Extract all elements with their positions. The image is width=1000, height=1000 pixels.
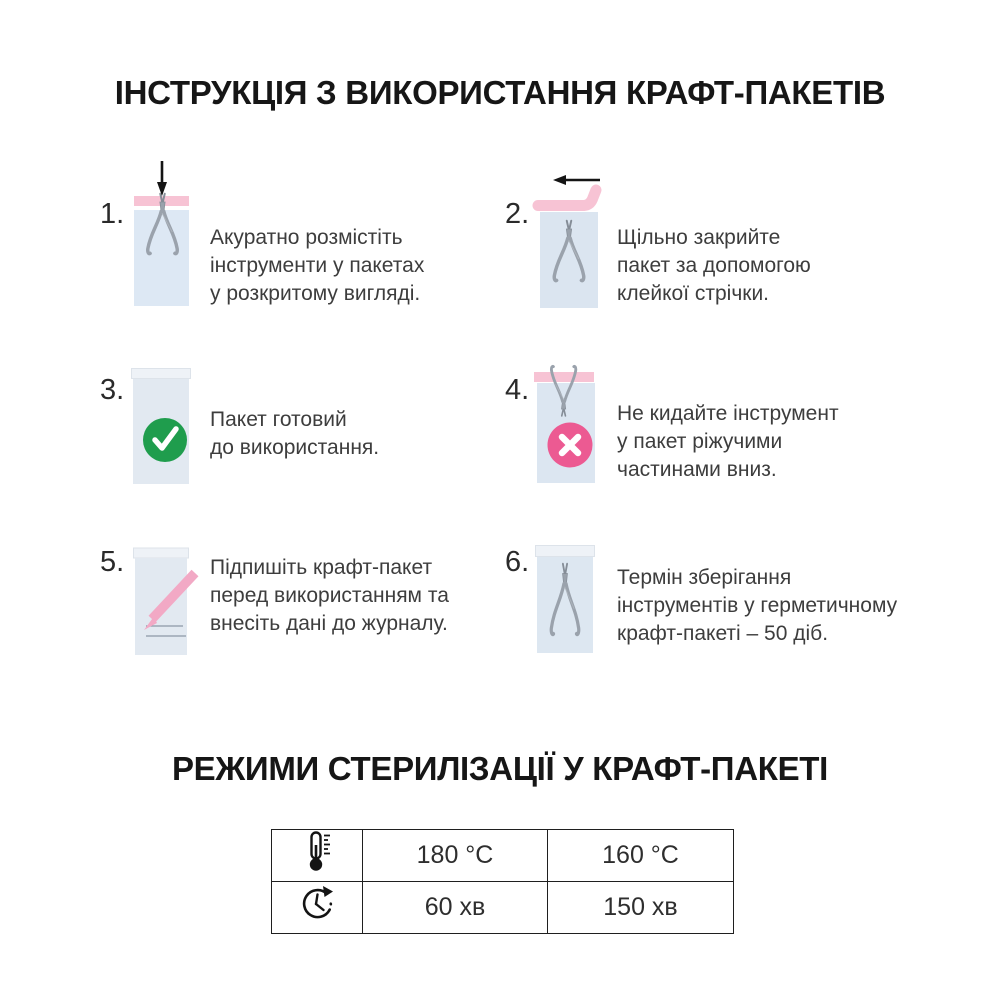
step-4-text bbox=[617, 400, 839, 484]
step-1 bbox=[98, 158, 508, 333]
step-3-number: 3. bbox=[100, 374, 125, 406]
temp-mode-2: 160 °C bbox=[548, 830, 734, 882]
step-2 bbox=[503, 158, 913, 333]
text-line: пакет за допомогою bbox=[617, 254, 811, 277]
table-row bbox=[272, 830, 734, 882]
text-line: до використання. bbox=[210, 436, 380, 459]
step-6-number: 6. bbox=[505, 546, 530, 578]
down-arrow-icon bbox=[157, 161, 167, 196]
clock-duration-icon bbox=[298, 884, 336, 924]
page-title: ІНСТРУКЦІЯ З ВИКОРИСТАННЯ КРАФТ-ПАКЕТІВ bbox=[114, 74, 886, 111]
step-5 bbox=[98, 538, 508, 713]
sterilization-modes-table bbox=[271, 829, 734, 934]
tape-flap bbox=[538, 190, 596, 206]
seal-strip bbox=[536, 546, 595, 557]
bag-insert-open-icon bbox=[133, 158, 191, 308]
text-line: у пакет ріжучими bbox=[617, 430, 783, 453]
step-2-number: 2. bbox=[505, 198, 530, 230]
step-5-number: 5. bbox=[100, 546, 125, 578]
table-row bbox=[272, 882, 734, 934]
bag-tape-seal-icon bbox=[528, 170, 604, 308]
kraft-bag-body bbox=[134, 210, 189, 306]
step-5-text bbox=[210, 554, 449, 638]
step-2-text bbox=[617, 224, 811, 308]
thermometer-icon bbox=[302, 831, 332, 873]
text-line: частинами вниз. bbox=[617, 458, 777, 481]
time-mode-1: 60 хв bbox=[363, 882, 548, 934]
step-1-number: 1. bbox=[100, 198, 125, 230]
text-line: Пакет готовий bbox=[210, 408, 347, 431]
step-1-text bbox=[210, 224, 424, 308]
text-line: крафт-пакеті – 50 діб. bbox=[617, 622, 829, 645]
text-line: інструментів у герметичному bbox=[617, 594, 898, 617]
section-title: РЕЖИМИ СТЕРИЛІЗАЦІЇ У КРАФТ-ПАКЕТІ bbox=[171, 750, 829, 787]
bag-wrong-direction-icon bbox=[531, 350, 597, 484]
step-6-text bbox=[617, 564, 897, 648]
step-4-number: 4. bbox=[505, 374, 530, 406]
time-mode-2: 150 хв bbox=[548, 882, 734, 934]
x-icon bbox=[548, 423, 593, 468]
bag-storage-icon bbox=[535, 545, 595, 655]
left-arrow-icon bbox=[553, 175, 600, 185]
seal-strip bbox=[134, 548, 189, 558]
step-3-text bbox=[210, 406, 379, 462]
text-line: у розкритому вигляді. bbox=[210, 282, 421, 305]
text-line: перед використанням та bbox=[210, 584, 449, 607]
bag-sign-pen-icon bbox=[133, 545, 203, 657]
time-cell bbox=[272, 882, 363, 934]
text-line: внесіть дані до журналу. bbox=[210, 612, 448, 635]
step-4 bbox=[503, 348, 913, 523]
step-3 bbox=[98, 360, 508, 535]
check-icon bbox=[143, 418, 187, 462]
text-line: Підпишіть крафт-пакет bbox=[210, 556, 433, 579]
bag-ready-check-icon bbox=[131, 368, 191, 486]
text-line: інструменти у пакетах bbox=[210, 254, 425, 277]
step-6 bbox=[503, 538, 913, 713]
temp-mode-1: 180 °C bbox=[363, 830, 548, 882]
temperature-cell bbox=[272, 830, 363, 882]
text-line: Щільно закрийте bbox=[617, 226, 781, 249]
seal-strip bbox=[132, 369, 191, 379]
text-line: Не кидайте інструмент bbox=[617, 402, 839, 425]
tape-strip bbox=[534, 372, 594, 382]
text-line: Акуратно розмістіть bbox=[210, 226, 403, 249]
text-line: клейкої стрічки. bbox=[617, 282, 770, 305]
text-line: Термін зберігання bbox=[617, 566, 792, 589]
